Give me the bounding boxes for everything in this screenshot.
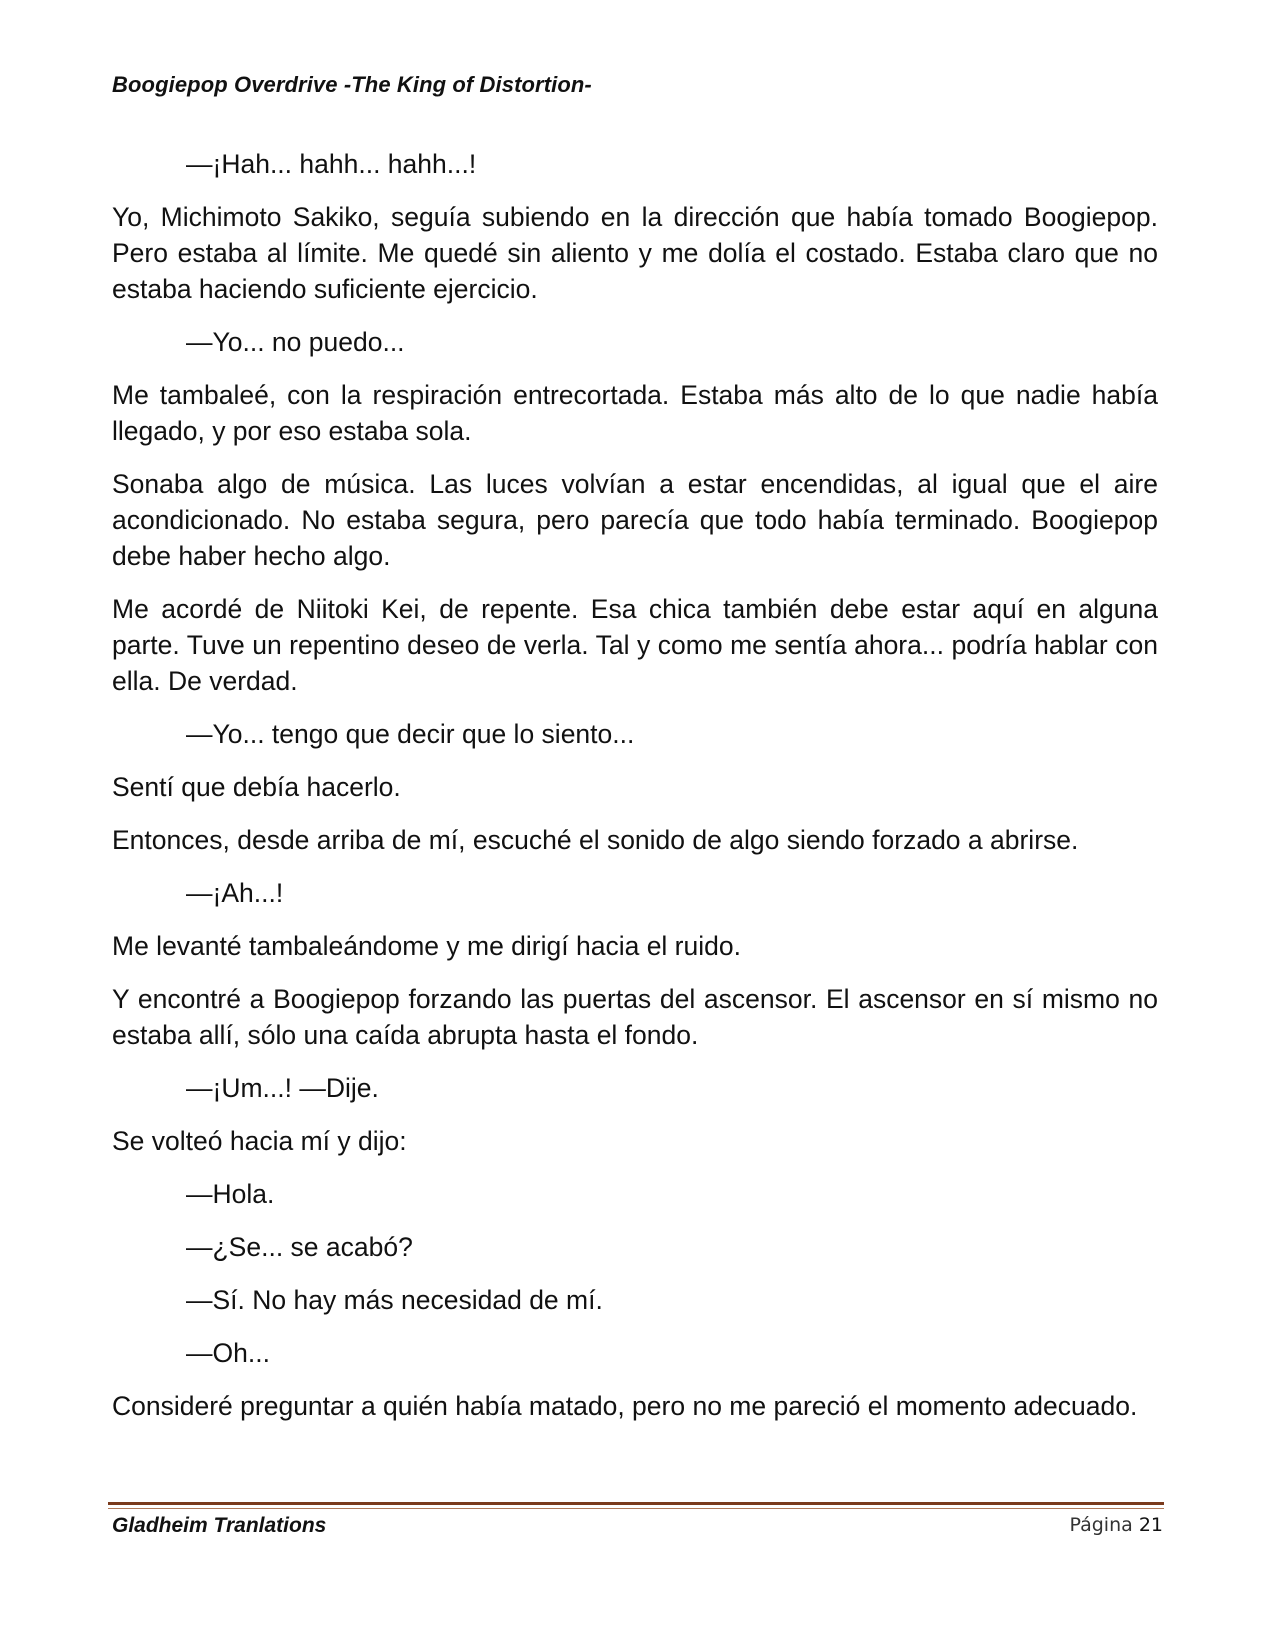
document-body [112,146,1158,1441]
dialogue-line: —¿Se... se acabó? [186,1232,413,1262]
paragraph: Consideré preguntar a quién había matado, pero no me pareció el momento adecuado. [112,1391,1138,1421]
dialogue-line: —Hola. [186,1179,275,1209]
footer-page-number [1069,1514,1163,1536]
dialogue-line: —Yo... tengo que decir que lo siento... [186,719,635,749]
dialogue-line: —¡Hah... hahh... hahh...! [186,149,477,179]
dialogue-line: —¡Um...! —Dije. [186,1073,379,1103]
paragraph: Me acordé de Niitoki Kei, de repente. Esa chica también debe estar aquí en alguna parte. Tuve un repentino deseo de verla. Tal y como me sentía ahora... podría hablar con ella. De verdad. [112,594,1158,696]
paragraph: Y encontré a Boogiepop forzando las puertas del ascensor. El ascensor en sí mismo no estaba allí, sólo una caída abrupta hasta el fondo. [112,984,1158,1050]
page-header-title: Boogiepop Overdrive -The King of Distortion- [112,72,592,97]
footer-publisher: Gladheim Tranlations [112,1514,327,1537]
dialogue-line: —Oh... [186,1338,270,1368]
page-label: Página [1069,1514,1133,1536]
paragraph: Se volteó hacia mí y dijo: [112,1126,407,1156]
paragraph: Me tambaleé, con la respiración entrecortada. Estaba más alto de lo que nadie había llegado, y por eso estaba sola. [112,380,1158,446]
paragraph: Yo, Michimoto Sakiko, seguía subiendo en la dirección que había tomado Boogiepop. Pero estaba al límite. Me quedé sin aliento y me dolía el costado. Estaba claro que no estaba haciendo suficiente ejercicio. [112,202,1158,304]
page-number: 21 [1138,1514,1163,1536]
footer-divider-thin [108,1508,1164,1509]
footer-divider [108,1502,1164,1505]
paragraph: Entonces, desde arriba de mí, escuché el sonido de algo siendo forzado a abrirse. [112,825,1079,855]
dialogue-line: —Sí. No hay más necesidad de mí. [186,1285,603,1315]
paragraph: Sentí que debía hacerlo. [112,772,401,802]
paragraph: Me levanté tambaleándome y me dirigí hacia el ruido. [112,931,741,961]
dialogue-line: —Yo... no puedo... [186,327,405,357]
paragraph: Sonaba algo de música. Las luces volvían a estar encendidas, al igual que el aire acondicionado. No estaba segura, pero parecía que todo había terminado. Boogiepop debe haber hecho algo. [112,469,1158,571]
dialogue-line: —¡Ah...! [186,878,284,908]
